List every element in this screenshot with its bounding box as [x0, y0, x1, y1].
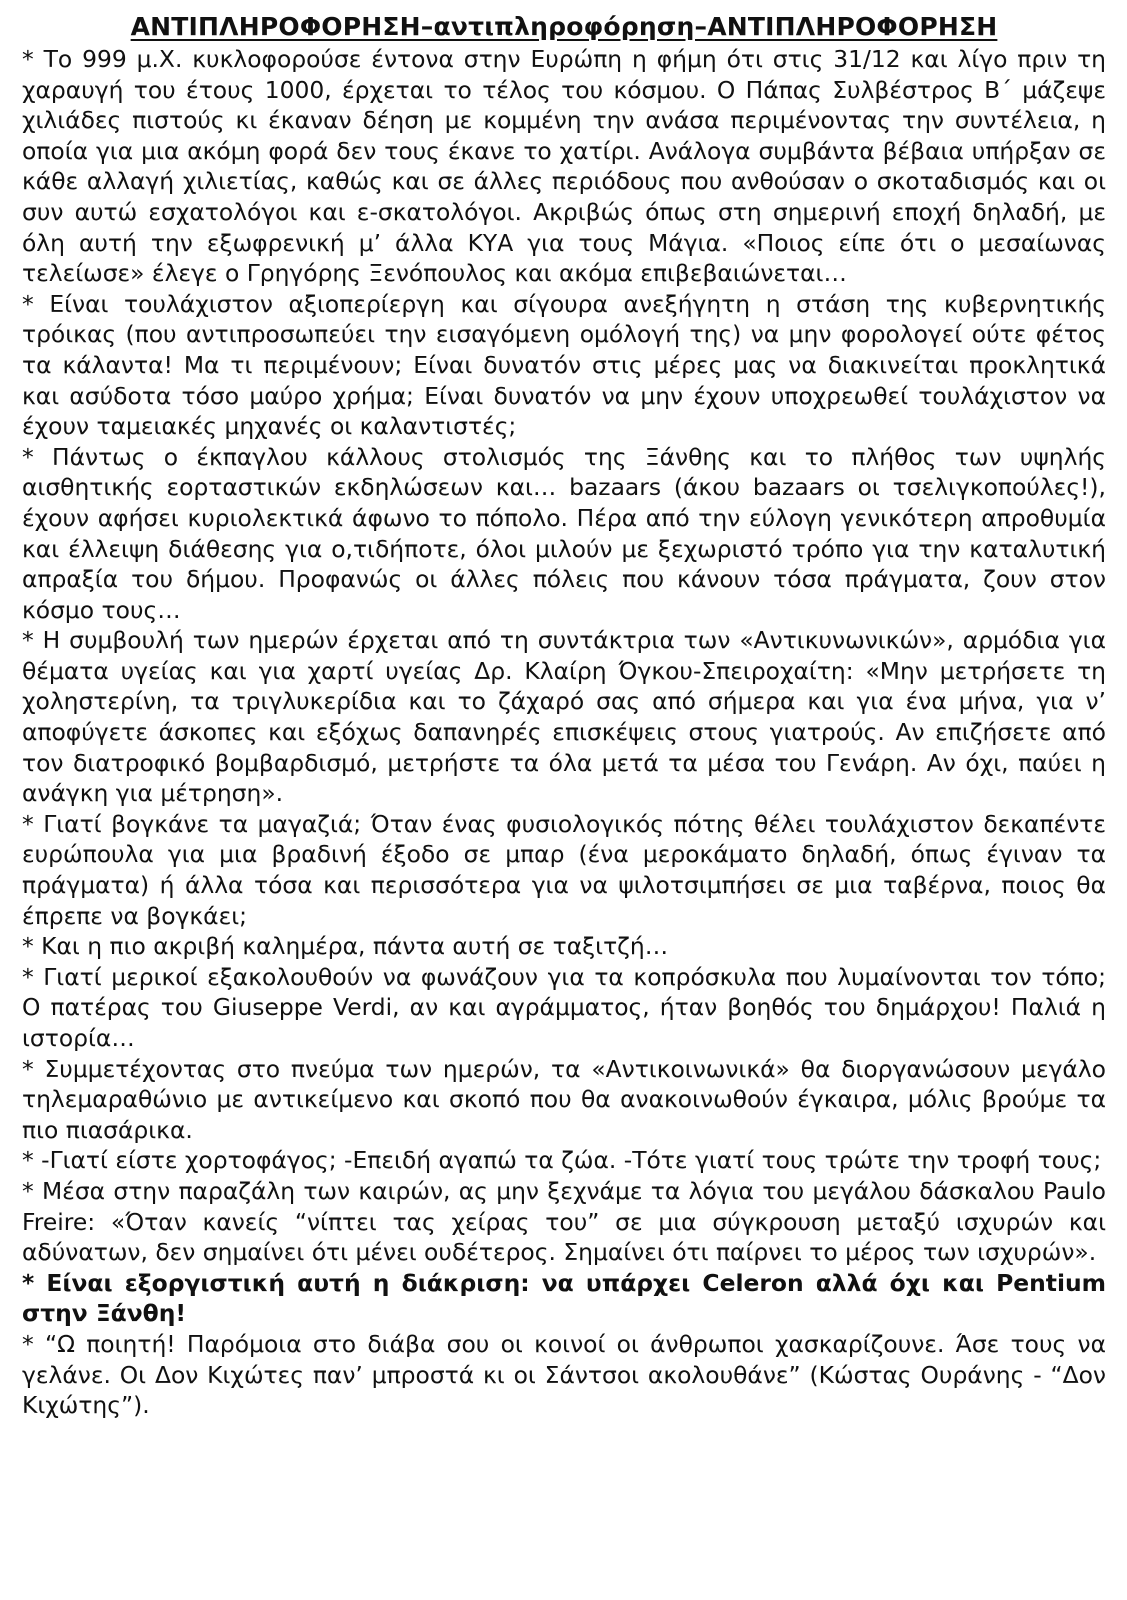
paragraph-millennium: * Το 999 μ.Χ. κυκλοφορούσε έντονα στην Ευρώπη η φήμη ότι στις 31/12 και λίγο πριν τη χαραυγή του έτους 1000, έρχεται το τέλος του κόσμου. Ο Πάπας Συλβέστρος Β΄ μάζεψε χιλιάδες πιστούς κι έκαναν δέηση με κομμένη την ανάσα περιμένοντας την συντέλεια, η οποία για μια ακόμη φορά δεν τους έκανε το χατίρι. Ανάλογα συμβάντα βέβαια υπήρξαν σε κάθε αλλαγή χιλιετίας, καθώς και σε άλλες περιόδους που ανθούσαν ο σκοταδισμός και οι συν αυτώ εσχατολόγοι και ε-σκατολόγοι. Ακριβώς όπως στη σημερινή εποχή δηλαδή, με όλη αυτή την εξωφρενική μ’ άλλα ΚΥΑ για τους Μάγια. «Ποιος είπε ότι ο μεσαίωνας τελείωσε» έλεγε ο Γρηγόρης Ξενόπουλος και ακόμα επιβεβαιώνεται…	[22, 45, 1106, 288]
document-page	[22, 12, 1106, 1421]
paragraph-health-advice: * Η συμβουλή των ημερών έρχεται από τη συντάκτρια των «Αντικυνωνικών», αρμόδια για θέματα υγείας και για χαρτί υγείας Δρ. Κλαίρη Όγκου-Σπειροχαίτη: «Μην μετρήσετε τη χοληστερίνη, τα τριγλυκερίδια και το ζάχαρό σας από σήμερα και για ένα μήνα, για ν’ αποφύγετε άσκοπες και εξόχως δαπανηρές επισκέψεις στους γιατρούς. Αν επιζήσετε από τον διατροφικό βομβαρδισμό, μετρήστε τα όλα μετά τα μέσα του Γενάρη. Αν όχι, παύει η ανάγκη για μέτρηση».	[22, 626, 1106, 808]
paragraph-taxi: * Και η πιο ακριβή καλημέρα, πάντα αυτή σε ταξιτζή…	[22, 932, 669, 961]
paragraph-xanthi-decoration: * Πάντως ο έκπαγλου κάλλους στολισμός της Ξάνθης και το πλήθος των υψηλής αισθητικής εορταστικών εκδηλώσεων και… bazaars (άκου bazaars οι τσελιγκοπούλες!), έχουν αφήσει κυριολεκτικά άφωνο το πόπολο. Πέρα από την εύλογη γενικότερη απροθυμία και έλλειψη διάθεσης για ο,τιδήποτε, όλοι μιλούν με ξεχωριστό τρόπο για την καταλυτική απραξία του δήμου. Προφανώς οι άλλες πόλεις που κάνουν τόσα πράγματα, ζουν στον κόσμο τους…	[22, 442, 1106, 624]
paragraph-shops: * Γιατί βογκάνε τα μαγαζιά; Όταν ένας φυσιολογικός πότης θέλει τουλάχιστον δεκαπέντε ευρώπουλα για μια βραδινή έξοδο σε μπαρ (ένα μεροκάματο δηλαδή, όπως έγιναν τα πράγματα) ή άλλα τόσα και περισσότερα για να ψιλοτσιμπήσει σε μια ταβέρνα, ποιος θα έπρεπε να βογκάει;	[22, 809, 1106, 930]
paragraph-vegetarian: * -Γιατί είστε χορτοφάγος; -Επειδή αγαπώ τα ζώα. -Τότε γιατί τους τρώτε την τροφή τους;	[22, 1146, 1102, 1175]
paragraph-telethon: * Συμμετέχοντας στο πνεύμα των ημερών, τα «Αντικοινωνικά» θα διοργανώσουν μεγάλο τηλεμαραθώνιο με αντικείμενο και σκοπό που θα ανακοινωθούν έγκαιρα, μόλις βρούμε τα πιο πιασάρικα.	[22, 1054, 1106, 1144]
paragraph-freire: * Μέσα στην παραζάλη των καιρών, ας μην ξεχνάμε τα λόγια του μεγάλου δάσκαλου Paulo Freire: «Όταν κανείς “νίπτει τας χείρας του” σε μια σύγκρουση μεταξύ ισχυρών και αδύνατων, δεν σημαίνει ότι μένει ουδέτερος. Σημαίνει ότι παίρνει το μέρος των ισχυρών».	[22, 1176, 1106, 1267]
paragraph-kalanta-tax: * Είναι τουλάχιστον αξιοπερίεργη και σίγουρα ανεξήγητη η στάση της κυβερνητικής τρόικας (που αντιπροσωπεύει την εισαγόμενη ομόλογή της) να μην φορολογεί ούτε φέτος τα κάλαντα! Μα τι περιμένουν; Είναι δυνατόν στις μέρες μας να διακινείται προκλητικά και ασύδοτα τόσο μαύρο χρήμα; Είναι δυνατόν να μην έχουν υποχρεωθεί τουλάχιστον να έχουν ταμειακές μηχανές οι καλαντιστές;	[22, 289, 1106, 441]
paragraph-ouranis: * “Ω ποιητή! Παρόμοια στο διάβα σου οι κοινοί οι άνθρωποι χασκαρίζουνε. Άσε τους να γελάνε. Οι Δον Κιχώτες παν’ μπροστά κι οι Σάντσοι ακολουθάνε” (Κώστας Ουράνης - “Δον Κιχώτης”).	[22, 1329, 1106, 1420]
paragraph-verdi: * Γιατί μερικοί εξακολουθούν να φωνάζουν για τα κοπρόσκυλα που λυμαίνονται τον τόπο; Ο πατέρας του Giuseppe Verdi, αν και αγράμματος, ήταν βοηθός του δημάρχου! Παλιά η ιστορία…	[22, 962, 1106, 1052]
paragraph-celeron-pentium: * Είναι εξοργιστική αυτή η διάκριση: να υπάρχει Celeron αλλά όχι και Pentium στην Ξάνθη!	[22, 1268, 1106, 1328]
document-title: ΑΝΤΙΠΛΗΡΟΦΟΡΗΣΗ–αντιπληροφόρηση–ΑΝΤΙΠΛΗΡΟΦΟΡΗΣΗ	[130, 12, 998, 41]
